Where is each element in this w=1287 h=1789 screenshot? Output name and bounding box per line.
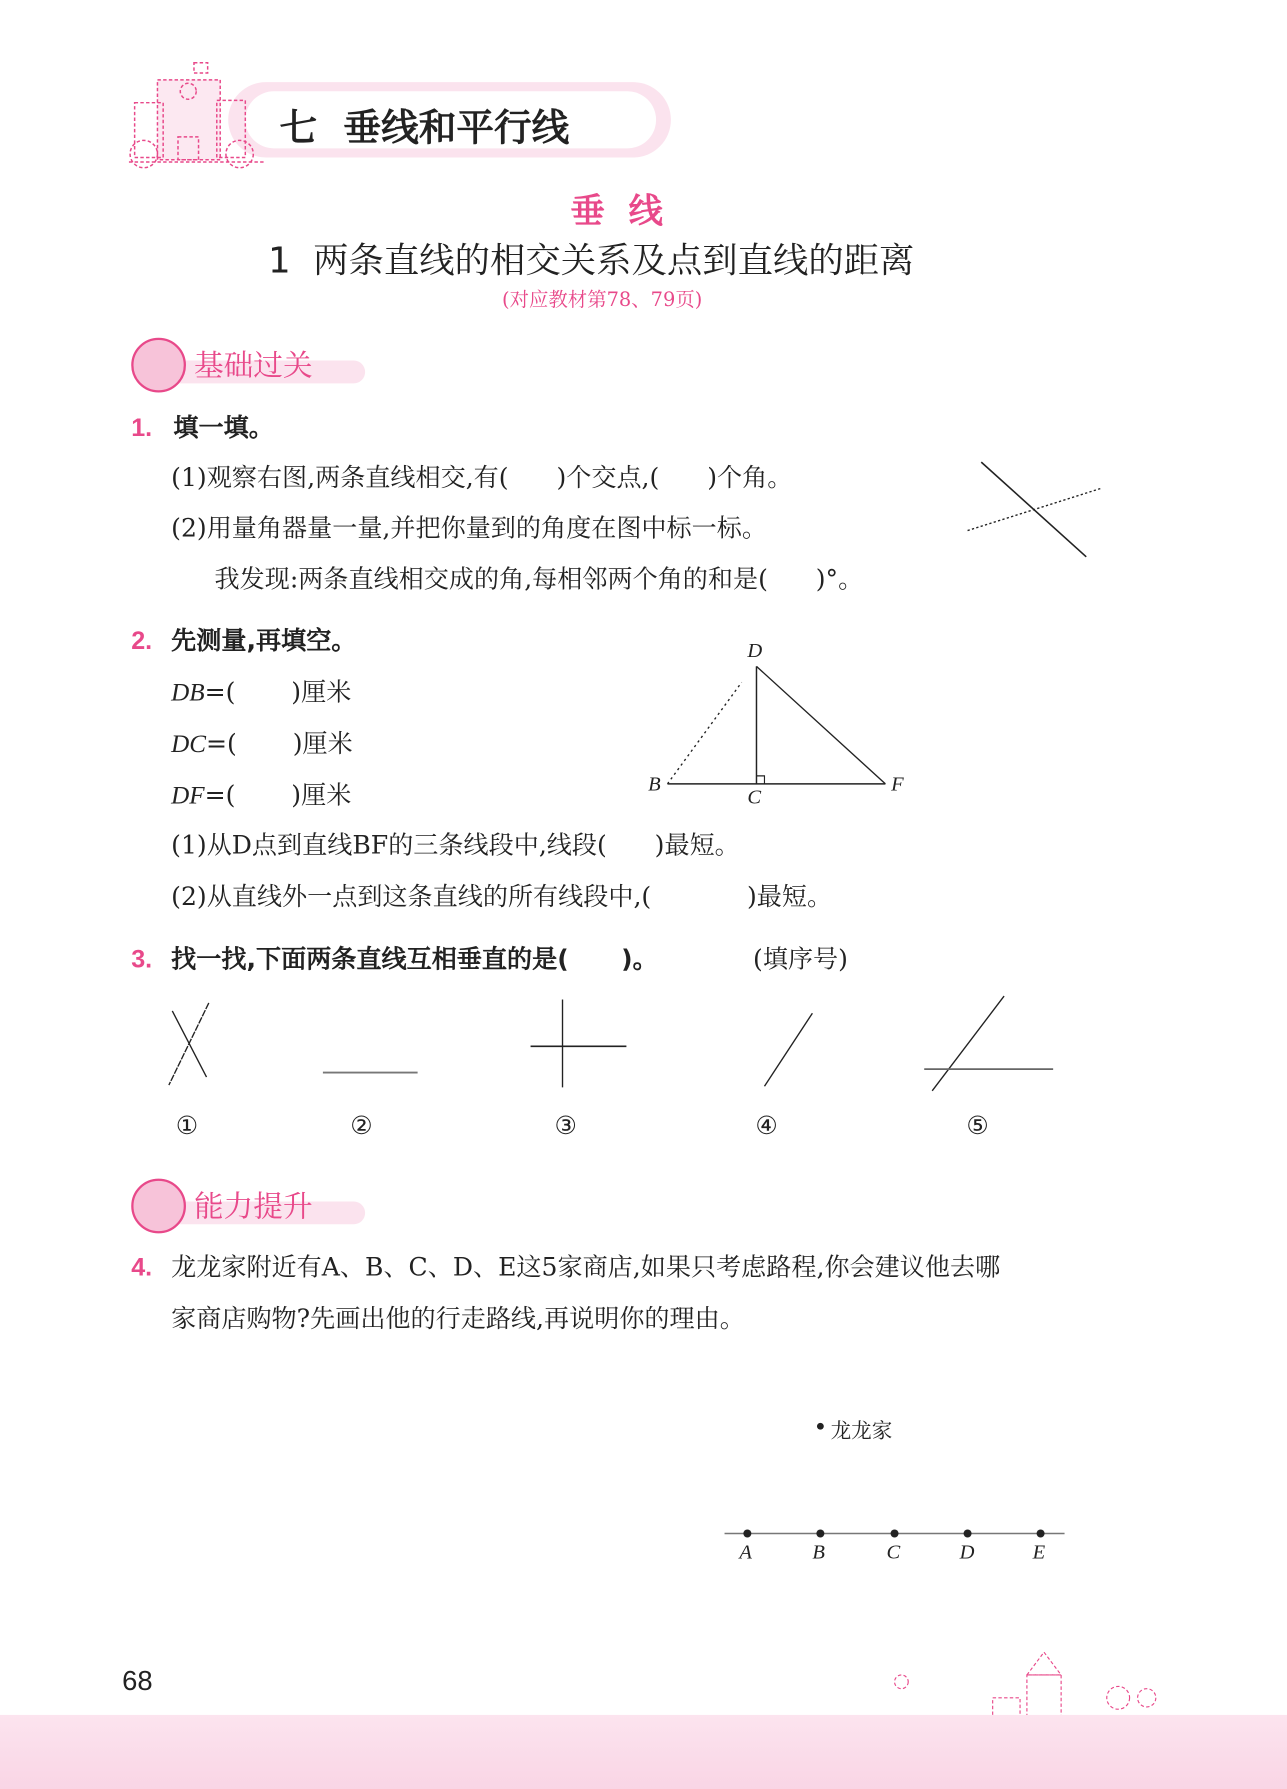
point-d-label: D (747, 638, 763, 662)
q4-number: 4. (131, 1252, 153, 1282)
section-basic-label: 基础过关 (193, 349, 313, 384)
point-c-label: C (747, 785, 762, 808)
measure-label: DF (171, 780, 205, 809)
shop-e-label: E (1032, 1540, 1046, 1564)
shop-a-label: A (739, 1540, 752, 1564)
q1-part2: (2)用量角器量一量,并把你量到的角度在图中标一标。 (171, 514, 767, 544)
shop-d-label: D (959, 1540, 975, 1564)
q4-line1: 龙龙家附近有A、B、C、D、E这5家商店,如果只考虑路程,你会建议他去哪 (171, 1253, 1001, 1283)
point-f-label: F (891, 772, 904, 796)
q3-number: 3. (131, 944, 153, 974)
measure-blank: =( )厘米 (204, 781, 352, 811)
q2-number: 2. (131, 626, 153, 655)
q2-title: 先测量,再填空。 (171, 627, 357, 657)
measure-blank: =( )厘米 (204, 678, 352, 708)
shop-c-label: C (886, 1540, 901, 1564)
q3-note: (填序号) (753, 945, 848, 975)
footer-band (0, 1715, 1287, 1789)
q1-finding: 我发现:两条直线相交成的角,每相邻两个角的和是( )°。 (214, 565, 864, 595)
q1-part1: (1)观察右图,两条直线相交,有( )个交点,( )个角。 (171, 464, 793, 493)
measure-label: DC (171, 729, 207, 758)
point-b-label: B (648, 772, 661, 796)
q2-part1: (1)从D点到直线BF的三条线段中,线段( )最短。 (171, 831, 740, 861)
option-1-label: ① (175, 1112, 199, 1141)
measure-blank: =( )厘米 (206, 730, 353, 759)
textbook-reference: (对应教材第78、79页) (502, 288, 703, 312)
q3-title: 找一找,下面两条直线互相垂直的是( )。 (171, 945, 658, 975)
q2-part2: (2)从直线外一点到这条直线的所有线段中,( )最短。 (171, 883, 833, 912)
shop-b-label: B (812, 1540, 825, 1564)
section-advanced-label: 能力提升 (193, 1190, 313, 1225)
q1-title: 填一填。 (173, 414, 274, 443)
option-3-label: ③ (554, 1112, 578, 1141)
option-4-label: ④ (755, 1112, 778, 1141)
section-title: 垂 线 (570, 191, 663, 232)
option-5-label: ⑤ (966, 1112, 989, 1141)
page-number: 68 (122, 1665, 153, 1697)
lesson-title: 1 两条直线的相交关系及点到直线的距离 (268, 240, 915, 282)
home-label: 龙龙家 (830, 1419, 893, 1444)
option-2-label: ② (350, 1112, 373, 1141)
measure-label: DB (171, 677, 205, 707)
q1-number: 1. (131, 413, 153, 442)
chapter-title: 七 垂线和平行线 (279, 104, 570, 150)
q4-line2: 家商店购物?先画出他的行走路线,再说明你的理由。 (171, 1305, 745, 1334)
